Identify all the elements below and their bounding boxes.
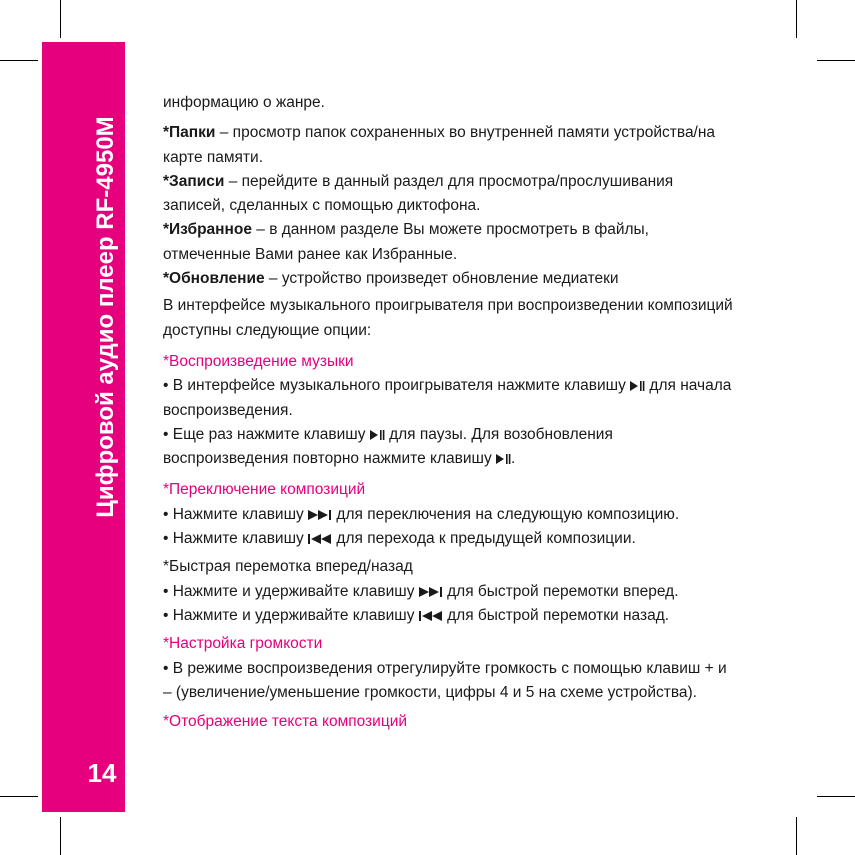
- section-track-switching: [163, 478, 843, 551]
- crop-mark: [796, 0, 797, 38]
- crop-mark: [60, 0, 61, 38]
- menu-item-records: [163, 170, 843, 194]
- bullet-text: • Нажмите и удерживайте клавишу: [163, 606, 419, 624]
- bullet-text: для паузы. Для возобновления: [384, 425, 613, 443]
- bullet-item: [163, 657, 843, 681]
- crop-mark: [0, 796, 38, 797]
- bullet-text: для начала: [645, 377, 732, 395]
- text-line: [163, 399, 843, 423]
- section-heading: [163, 350, 843, 374]
- section-heading: [163, 710, 843, 734]
- text-line: [163, 194, 843, 218]
- bullet-text: для быстрой перемотки назад.: [442, 606, 670, 624]
- menu-description: – устройство произведет обновление медиатеки: [264, 270, 619, 288]
- bullet-text: • В режиме воспроизведения отрегулируйте громкость с помощью клавиш + и: [163, 659, 727, 677]
- bullet-item: [163, 580, 843, 604]
- section-volume: [163, 632, 843, 705]
- play-pause-icon: [370, 430, 385, 440]
- bullet-text: • Нажмите клавишу: [163, 505, 309, 523]
- bullet-text: воспроизведения.: [163, 401, 293, 419]
- text-line: [163, 91, 843, 115]
- crop-mark: [796, 817, 797, 855]
- bullet-text: для быстрой перемотки вперед.: [442, 582, 679, 600]
- bullet-text: • Нажмите клавишу: [163, 530, 309, 548]
- crop-mark: [817, 796, 855, 797]
- bullet-text: для переключения на следующую композицию.: [332, 505, 680, 523]
- paragraph-text: информацию о жанре.: [163, 94, 325, 111]
- bullet-text: .: [511, 450, 516, 468]
- paragraph-text: доступны следующие опции:: [163, 321, 372, 339]
- section-lyrics-display: [163, 710, 843, 734]
- sidebar-band: [42, 42, 125, 812]
- bullet-text: – (увеличение/уменьшение громкости, цифры 4 и 5 на схеме устройства).: [163, 683, 697, 701]
- heading-text: *Переключение композиций: [163, 481, 366, 499]
- paragraph-text: В интерфейсе музыкального проигрывателя при воспроизведении композиций: [163, 297, 733, 315]
- play-pause-icon: [630, 381, 645, 391]
- text-line: [163, 319, 843, 343]
- heading-text: *Отображение текста композиций: [163, 713, 408, 731]
- next-track-icon: [419, 587, 443, 597]
- options-intro-paragraph: [163, 294, 843, 343]
- section-heading: [163, 555, 843, 579]
- bullet-item: [163, 423, 843, 447]
- menu-description: отмеченные Вами ранее как Избранные.: [163, 245, 458, 263]
- play-pause-icon: [496, 454, 511, 464]
- menu-description: – в данном разделе Вы можете просмотреть в файлы,: [251, 221, 649, 239]
- previous-track-icon: [419, 611, 443, 621]
- section-heading: [163, 478, 843, 502]
- media-library-menu-list: [163, 121, 843, 291]
- menu-description: записей, сделанных с помощью диктофона.: [163, 197, 481, 215]
- bullet-item: [163, 604, 843, 628]
- previous-track-icon: [308, 534, 332, 544]
- menu-term: *Избранное: [163, 221, 252, 239]
- bullet-text: • Нажмите и удерживайте клавишу: [163, 582, 419, 600]
- heading-text: *Быстрая перемотка вперед/назад: [163, 558, 413, 576]
- menu-term: *Обновление: [163, 270, 265, 288]
- menu-description: – просмотр папок сохраненных во внутренней памяти устройства/на: [215, 124, 716, 142]
- heading-text: *Воспроизведение музыки: [163, 352, 354, 370]
- heading-text: *Настройка громкости: [163, 635, 323, 653]
- text-line: [163, 146, 843, 170]
- next-track-icon: [308, 510, 332, 520]
- menu-term: *Папки: [163, 124, 216, 142]
- section-music-playback: [163, 350, 843, 471]
- bullet-item: [163, 503, 843, 527]
- text-line: [163, 447, 843, 471]
- menu-item-update: [163, 267, 843, 291]
- text-line: [163, 294, 843, 318]
- crop-mark: [0, 60, 38, 61]
- bullet-text: • В интерфейсе музыкального проигрывателя нажмите клавишу: [163, 377, 631, 395]
- menu-item-favorites: [163, 218, 843, 242]
- menu-term: *Записи: [163, 172, 225, 190]
- crop-mark: [60, 817, 61, 855]
- bullet-text: для перехода к предыдущей композиции.: [332, 530, 636, 548]
- product-title-vertical: Цифровой аудио плеер RF-4950M: [92, 116, 119, 518]
- bullet-item: [163, 527, 843, 551]
- bullet-text: воспроизведения повторно нажмите клавишу: [163, 450, 497, 468]
- section-heading: [163, 632, 843, 656]
- genre-paragraph-end: [163, 91, 843, 115]
- page-number: 14: [87, 758, 117, 788]
- crop-mark: [817, 60, 855, 61]
- text-line: [163, 681, 843, 705]
- section-fast-seek: [163, 555, 843, 628]
- bullet-item: [163, 374, 843, 398]
- bullet-text: • Еще раз нажмите клавишу: [163, 425, 370, 443]
- menu-description: карте памяти.: [163, 148, 264, 166]
- menu-description: – перейдите в данный раздел для просмотра/прослушивания: [224, 172, 674, 190]
- text-line: [163, 243, 843, 267]
- page-content: [163, 91, 843, 734]
- menu-item-folders: [163, 121, 843, 145]
